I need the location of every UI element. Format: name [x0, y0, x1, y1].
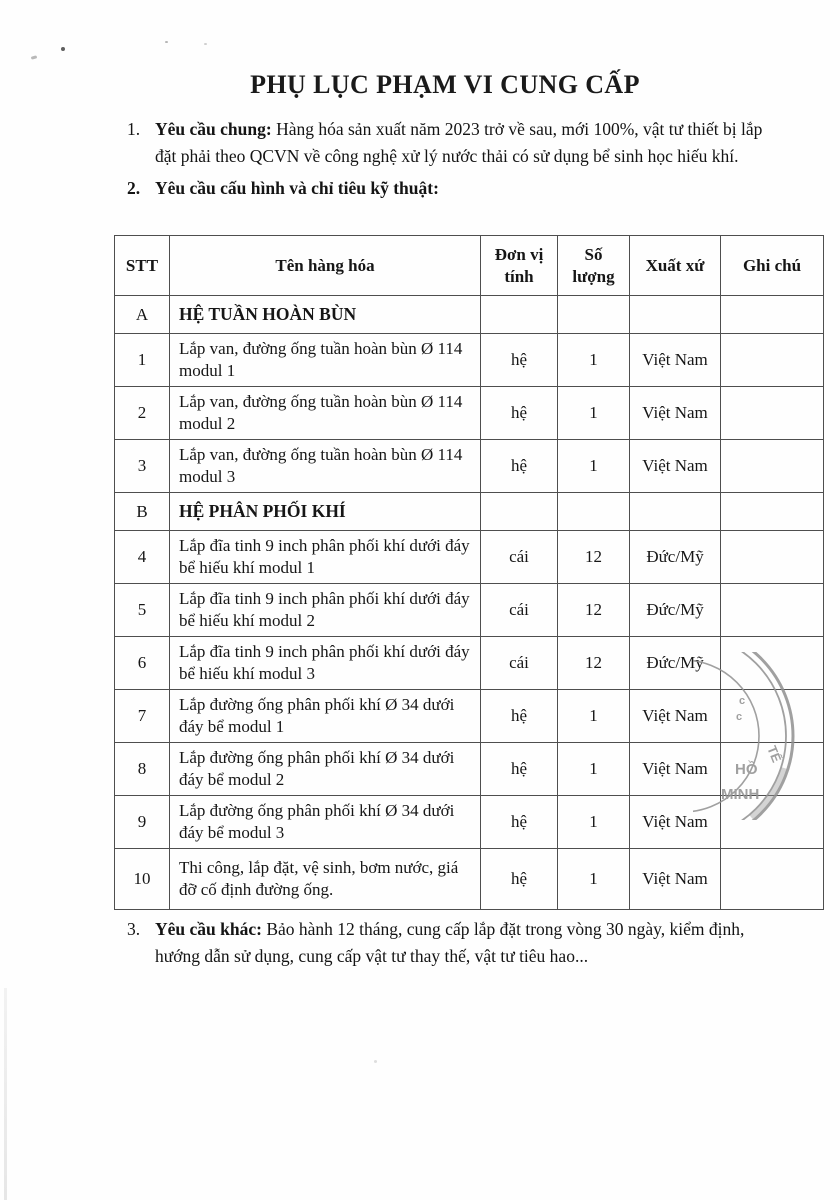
requirement-text: [155, 116, 775, 170]
cell-qty: 12: [558, 531, 630, 584]
cell-stt: A: [115, 296, 170, 334]
cell-name: Thi công, lắp đặt, vệ sinh, bơm nước, giá đỡ cố định đường ống.: [170, 849, 481, 910]
cell-note: [721, 296, 824, 334]
cell-qty: 1: [558, 849, 630, 910]
cell-name: Lắp đĩa tinh 9 inch phân phối khí dưới đáy bể hiếu khí modul 3: [170, 637, 481, 690]
cell-unit: [481, 493, 558, 531]
cell-note: [721, 387, 824, 440]
column-header-origin: Xuất xứ: [630, 236, 721, 296]
column-header-stt: STT: [115, 236, 170, 296]
column-header-qty: Số lượng: [558, 236, 630, 296]
requirements-list: [127, 116, 775, 202]
table-row: [115, 387, 824, 440]
cell-note: [721, 637, 824, 690]
stamp-mark: c: [736, 711, 743, 723]
cell-unit: cái: [481, 637, 558, 690]
cell-name: HỆ TUẦN HOÀN BÙN: [170, 296, 481, 334]
cell-note: [721, 849, 824, 910]
cell-name: Lắp van, đường ống tuần hoàn bùn Ø 114 modul 3: [170, 440, 481, 493]
cell-unit: hệ: [481, 743, 558, 796]
scan-speck: [61, 47, 65, 51]
cell-qty: 12: [558, 584, 630, 637]
cell-stt: 10: [115, 849, 170, 910]
scan-speck: [165, 41, 168, 43]
cell-name: Lắp đĩa tinh 9 inch phân phối khí dưới đáy bể hiếu khí modul 1: [170, 531, 481, 584]
cell-qty: 1: [558, 796, 630, 849]
cell-note: [721, 493, 824, 531]
spec-table-body: [115, 296, 824, 910]
table-row: [115, 849, 824, 910]
page-title: PHỤ LỤC PHẠM VI CUNG CẤP: [250, 70, 640, 99]
cell-qty: [558, 296, 630, 334]
cell-note: [721, 584, 824, 637]
cell-stt: 5: [115, 584, 170, 637]
cell-unit: hệ: [481, 796, 558, 849]
requirement-text: [155, 916, 775, 970]
cell-origin: Việt Nam: [630, 387, 721, 440]
cell-unit: hệ: [481, 387, 558, 440]
cell-origin: [630, 493, 721, 531]
cell-unit: hệ: [481, 690, 558, 743]
table-row: [115, 334, 824, 387]
stamp-text-minh: MINH: [721, 786, 760, 803]
table-row: [115, 743, 824, 796]
table-row: [115, 531, 824, 584]
cell-stt: 8: [115, 743, 170, 796]
cell-name: HỆ PHÂN PHỐI KHÍ: [170, 493, 481, 531]
cell-unit: hệ: [481, 334, 558, 387]
requirement-item-1: [127, 116, 775, 170]
table-header-row: [115, 236, 824, 296]
cell-stt: 1: [115, 334, 170, 387]
requirement-label: Yêu cầu cấu hình và chỉ tiêu kỹ thuật:: [155, 178, 439, 198]
stamp-text-te: TẾ: [764, 743, 785, 765]
cell-qty: 1: [558, 334, 630, 387]
stamp-text-ho: HỒ: [735, 761, 758, 778]
cell-name: Lắp đường ống phân phối khí Ø 34 dưới đáy bể modul 1: [170, 690, 481, 743]
column-header-unit: Đơn vị tính: [481, 236, 558, 296]
requirement-number: 1.: [127, 119, 141, 139]
cell-unit: [481, 296, 558, 334]
requirement-item-2: [127, 175, 775, 202]
cell-origin: Đức/Mỹ: [630, 584, 721, 637]
requirement-body-text: Bảo hành 12 tháng, cung cấp lắp đặt trong vòng 30 ngày, kiểm định, hướng dẫn sử dụng, cung cấp vật tư thay thế, vật tư tiêu hao...: [155, 919, 745, 966]
cell-unit: cái: [481, 584, 558, 637]
cell-origin: Việt Nam: [630, 690, 721, 743]
cell-stt: 3: [115, 440, 170, 493]
table-row: [115, 296, 824, 334]
stamp-mark: c: [739, 695, 746, 707]
table-row: [115, 690, 824, 743]
cell-note: [721, 690, 824, 743]
table-row: [115, 796, 824, 849]
cell-qty: 1: [558, 387, 630, 440]
cell-origin: Việt Nam: [630, 796, 721, 849]
cell-name: Lắp van, đường ống tuần hoàn bùn Ø 114 modul 2: [170, 387, 481, 440]
cell-note: [721, 531, 824, 584]
requirement-text: [155, 175, 775, 202]
cell-unit: cái: [481, 531, 558, 584]
cell-qty: 1: [558, 690, 630, 743]
cell-origin: Đức/Mỹ: [630, 531, 721, 584]
cell-origin: Việt Nam: [630, 849, 721, 910]
table-row: [115, 584, 824, 637]
requirement-body-text: Hàng hóa sản xuất năm 2023 trở về sau, mới 100%, vật tư thiết bị lắp đặt phải theo QCVN về công nghệ xử lý nước thải có sử dụng bể sinh học hiếu khí.: [155, 119, 763, 166]
requirement-label: Yêu cầu chung:: [155, 119, 272, 139]
scan-speck: [31, 55, 38, 59]
cell-qty: 1: [558, 743, 630, 796]
cell-note: [721, 796, 824, 849]
requirement-label: Yêu cầu khác:: [155, 919, 262, 939]
cell-unit: hệ: [481, 440, 558, 493]
spec-table: [114, 235, 824, 910]
cell-stt: 4: [115, 531, 170, 584]
table-row: [115, 493, 824, 531]
table-row: [115, 440, 824, 493]
cell-name: Lắp đường ống phân phối khí Ø 34 dưới đáy bể modul 2: [170, 743, 481, 796]
cell-name: Lắp đường ống phân phối khí Ø 34 dưới đáy bể modul 3: [170, 796, 481, 849]
cell-stt: B: [115, 493, 170, 531]
cell-stt: 2: [115, 387, 170, 440]
cell-qty: 12: [558, 637, 630, 690]
column-header-name: Tên hàng hóa: [170, 236, 481, 296]
cell-qty: [558, 493, 630, 531]
cell-origin: Việt Nam: [630, 743, 721, 796]
scan-speck: [204, 43, 207, 45]
cell-note: [721, 743, 824, 796]
cell-origin: Việt Nam: [630, 334, 721, 387]
requirement-item-3: [127, 916, 775, 970]
table-row: [115, 637, 824, 690]
requirements-list-bottom: [127, 916, 775, 970]
scan-edge-shadow: [4, 988, 7, 1200]
cell-name: Lắp van, đường ống tuần hoàn bùn Ø 114 modul 1: [170, 334, 481, 387]
cell-origin: Việt Nam: [630, 440, 721, 493]
cell-note: [721, 334, 824, 387]
cell-unit: hệ: [481, 849, 558, 910]
cell-stt: 9: [115, 796, 170, 849]
cell-stt: 7: [115, 690, 170, 743]
cell-stt: 6: [115, 637, 170, 690]
scan-speck: [374, 1060, 377, 1063]
cell-name: Lắp đĩa tinh 9 inch phân phối khí dưới đáy bể hiếu khí modul 2: [170, 584, 481, 637]
cell-qty: 1: [558, 440, 630, 493]
cell-note: [721, 440, 824, 493]
cell-origin: [630, 296, 721, 334]
requirement-number: 3.: [127, 919, 141, 939]
requirement-number: 2.: [127, 178, 141, 198]
cell-origin: Đức/Mỹ: [630, 637, 721, 690]
column-header-note: Ghi chú: [721, 236, 824, 296]
